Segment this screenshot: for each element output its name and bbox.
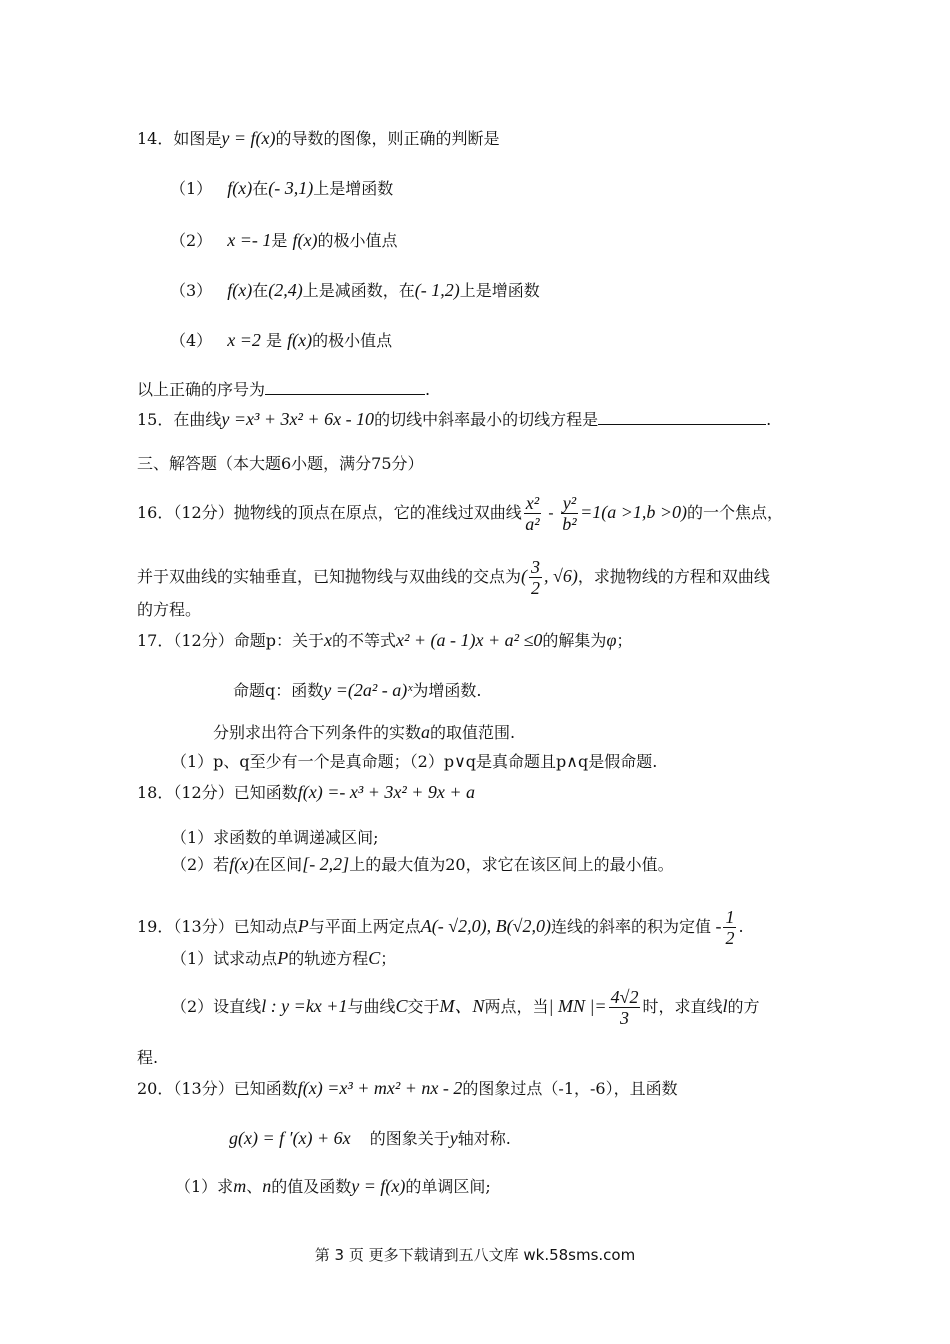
q16-text: 的一个焦点， [687, 503, 784, 522]
q18-text: 在区间 [254, 855, 303, 874]
q18-text: 上的最大值为20，求它在该区间上的最小值。 [349, 855, 674, 874]
q16-cond: =1(a >1,b >0) [580, 502, 688, 522]
q18-text: （2）若 [171, 855, 230, 874]
q19-var: l [722, 996, 728, 1016]
q20-text: 20．（13分）已知函数 [137, 1079, 298, 1098]
q20-text: 的图象过点（-1，-6），且函数 [462, 1079, 678, 1098]
q17-phi: φ [606, 630, 617, 650]
q14-intro: 14．如图是 [137, 129, 222, 148]
q19-var: P [297, 916, 309, 936]
q20-var: n [262, 1176, 272, 1196]
q19-text: （1）试求动点 [171, 949, 278, 968]
q17-line3 [213, 720, 515, 745]
q15-line [137, 406, 771, 432]
q17-ineq: x² + (a - 1)x + a² ≤0 [395, 630, 543, 650]
item-text: 是 [271, 231, 288, 250]
q19-text: 连线的斜率的积为定值 [550, 917, 711, 936]
q16-line1: 16．（12分）抛物线的顶点在原点，它的准线过双曲线 $\frac{\text{x²}}{\text{a²}}$ - $\frac{\text{y²}}{\text{b²}}$ =1(a >1,b >0)的一个焦点， [137, 493, 784, 534]
item-text: 上是减函数，在 [302, 281, 415, 300]
item-math: f(x) [292, 230, 318, 250]
q19-points: A(- √2,0), B(√2,0) [420, 916, 551, 936]
item-num: （4） [170, 331, 213, 350]
q17-text: 分别求出符合下列条件的实数 [213, 723, 422, 742]
item-text: 上是增函数 [459, 281, 540, 300]
q16-line3: 的方程。 [137, 600, 202, 619]
q14-answer-line [137, 376, 430, 402]
q19-text: （2）设直线 [171, 997, 262, 1016]
q17-text: 的解集为 [542, 631, 607, 650]
q15-text: 的切线中斜率最小的切线方程是 [374, 410, 599, 429]
fraction-1-2: $\frac{1}{2}$ [725, 907, 735, 948]
q20-text: （1）求 [175, 1177, 234, 1196]
q20-text: 、 [246, 1177, 263, 1196]
item-math: f(x) [287, 330, 313, 350]
q20-text: 的图象关于 [369, 1129, 450, 1148]
q19-line1: 19．（13分）已知动点P与平面上两定点A(- √2,0), B(√2,0)连线的斜率的积为定值 - $\frac{1}{2}$ . [137, 907, 744, 948]
q20-yf: y = f(x) [351, 1176, 406, 1196]
q18-interval: [- 2,2] [302, 854, 350, 874]
q17-var: a [421, 722, 431, 742]
q15-intro: 15．在曲线 [137, 410, 222, 429]
q19-text: 的轨迹方程 [288, 949, 369, 968]
item-text: 的极小值点 [312, 331, 393, 350]
q19-text: 时，求直线 [642, 997, 723, 1016]
q17-text: 的不等式 [331, 631, 396, 650]
item-math: x =- 1 [227, 230, 272, 250]
period: . [766, 410, 772, 429]
q19-continued: 程. [137, 1048, 159, 1067]
fraction-x2-a2: $\frac{\text{x²}}{\text{a²}}$ [525, 493, 540, 534]
q16-point: , √6) [544, 566, 578, 586]
q20-text: 的单调区间; [405, 1177, 491, 1196]
q14-line [137, 126, 500, 151]
item-num: （1） [170, 179, 213, 198]
fraction-y2-b2: $\frac{\text{y²}}{\text{b²}}$ [562, 493, 577, 534]
q20-line1 [137, 1076, 678, 1101]
item-text: 上是增函数 [313, 179, 394, 198]
q19-var: P [277, 948, 289, 968]
q19-line-eq: l : y =kx +1 [261, 996, 348, 1016]
item-text: 在 [252, 281, 269, 300]
q19-len: | MN |= [548, 996, 607, 1016]
q17-var: x [323, 630, 332, 650]
q14-intro2: 的导数的图像，则正确的判断是 [275, 129, 500, 148]
q20-g: g(x) = f ′(x) + 6x [229, 1128, 351, 1148]
q19-text: ； [380, 949, 397, 968]
item-text: 的极小值点 [317, 231, 398, 250]
q18-line1 [137, 780, 475, 805]
q17-text: 命题q：函数 [233, 681, 324, 700]
answer-blank[interactable] [598, 406, 766, 425]
q18-text: 18．（12分）已知函数 [137, 783, 298, 802]
q14-item-3 [170, 278, 540, 303]
q19-part1 [171, 946, 396, 971]
q17-text: ； [616, 631, 633, 650]
item-math: x =2 [227, 330, 261, 350]
q14-item-1 [170, 176, 393, 201]
item-text: 在 [252, 179, 269, 198]
q19-var: C [395, 996, 408, 1016]
q20-text: 轴对称. [457, 1129, 511, 1148]
q18-func: f(x) =- x³ + 3x² + 9x + a [297, 782, 476, 802]
q18-part2 [171, 852, 674, 877]
q19-text: 两点，当 [484, 997, 549, 1016]
q19-text: 的方 [727, 997, 760, 1016]
q16-text: 16．（12分）抛物线的顶点在原点，它的准线过双曲线 [137, 503, 522, 522]
item-math: (- 3,1) [268, 178, 314, 198]
q14-item-4 [170, 328, 392, 353]
q20-part1 [175, 1174, 491, 1199]
q15-curve: y =x³ + 3x² + 6x - 10 [221, 409, 375, 429]
q20-func: f(x) =x³ + mx² + nx - 2 [297, 1078, 463, 1098]
q18-part1: （1）求函数的单调递减区间; [171, 828, 379, 847]
q20-text: 的值及函数 [271, 1177, 352, 1196]
q19-var: C [368, 948, 381, 968]
q14-func: y = f(x) [221, 128, 276, 148]
q20-line2 [229, 1126, 511, 1151]
q20-var: m [233, 1176, 247, 1196]
q16-text: 并于双曲线的实轴垂直，已知抛物线与双曲线的交点为 [137, 567, 522, 586]
q19-text: 与平面上两定点 [308, 917, 421, 936]
q16-text: ，求抛物线的方程和双曲线 [577, 567, 770, 586]
q16-line2: 并于双曲线的实轴垂直，已知抛物线与双曲线的交点为( $\frac{3}{2}$ , √6)，求抛物线的方程和双曲线 [137, 557, 770, 598]
item-num: （2） [170, 231, 213, 250]
answer-label: 以上正确的序号为 [137, 380, 266, 399]
item-math: (2,4) [268, 280, 303, 300]
q17-qfunc: y =(2a² - a)ˣ [323, 680, 413, 700]
q14-item-2 [170, 228, 398, 253]
item-num: （3） [170, 281, 213, 300]
q18-math: f(x) [229, 854, 255, 874]
item-math: (- 1,2) [414, 280, 460, 300]
q19-text: 19．（13分）已知动点 [137, 917, 298, 936]
item-text: 是 [266, 331, 283, 350]
q20-var: y [449, 1128, 458, 1148]
item-math: f(x) [227, 178, 253, 198]
q17-line2 [233, 678, 481, 703]
q17-text: 17．（12分）命题p：关于 [137, 631, 324, 650]
q17-line4: （1）p、q至少有一个是真命题；（2）p∨q是真命题且p∧q是假命题. [171, 752, 658, 771]
q19-part2 [171, 982, 760, 1031]
q17-line1 [137, 628, 632, 653]
q19-text: 与曲线 [347, 997, 396, 1016]
q17-text: 的取值范围. [430, 723, 516, 742]
fraction-4root2-3: $\frac{4√2}{3}$ [610, 987, 639, 1028]
page-footer: 第 3 页 更多下载请到五八文库 wk.58sms.com [314, 1246, 636, 1264]
q19-text: 交于 [407, 997, 440, 1016]
item-math: f(x) [227, 280, 253, 300]
fraction-3-2: $\frac{3}{2}$ [531, 557, 541, 598]
q17-text: 为增函数. [412, 681, 482, 700]
answer-blank[interactable] [265, 376, 425, 395]
q19-var: M、N [439, 996, 485, 1016]
period: . [425, 380, 431, 399]
section-heading: 三、解答题（本大题6小题，满分75分） [137, 454, 424, 473]
